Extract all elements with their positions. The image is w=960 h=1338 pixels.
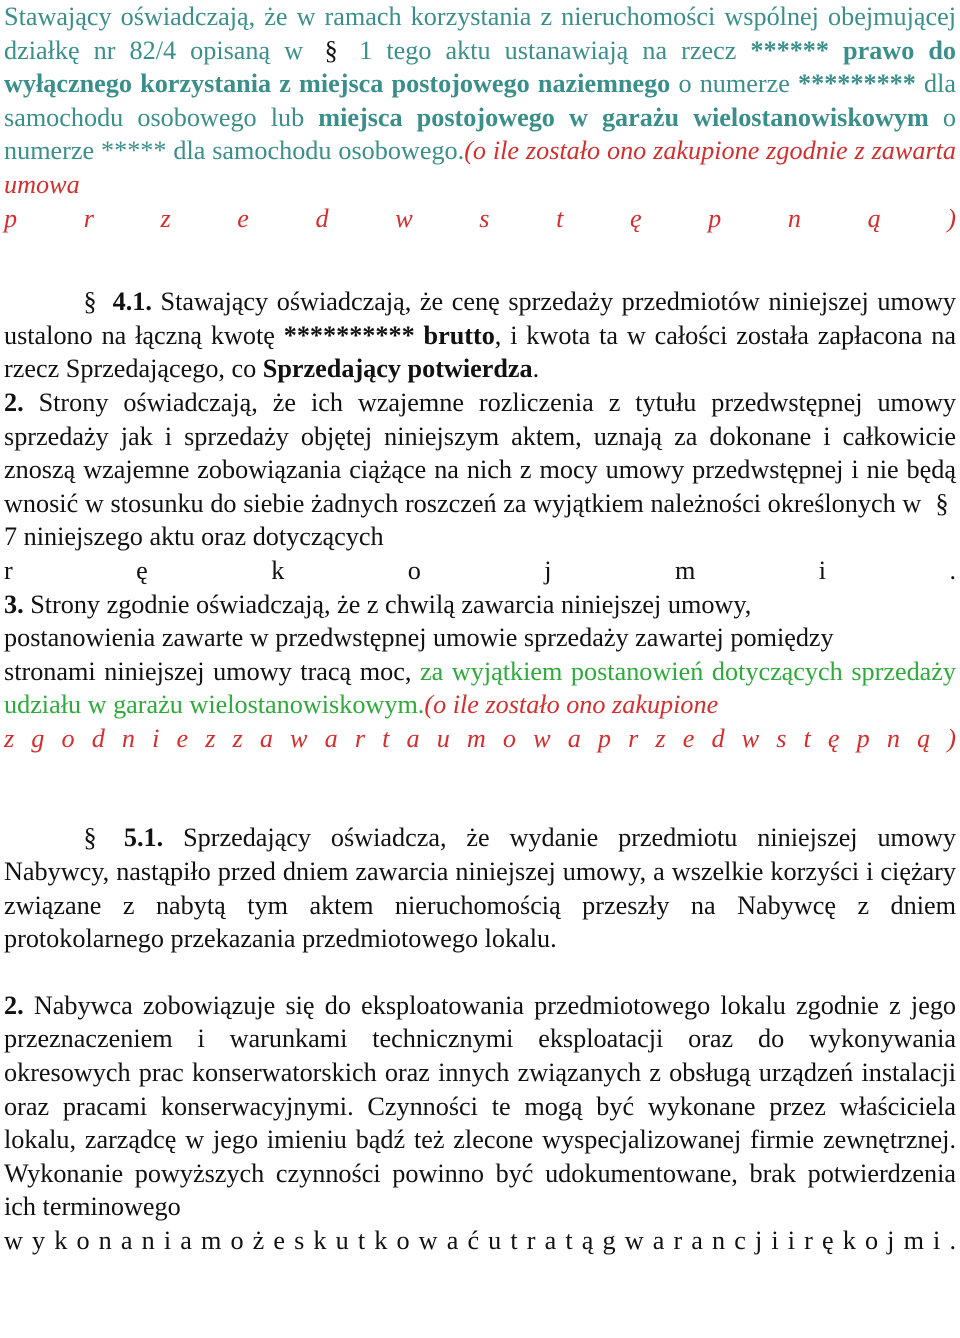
- section-sign: §: [83, 823, 97, 853]
- text: .: [532, 354, 540, 384]
- clause-number: 2.: [4, 387, 24, 417]
- clause-number: 4.1.: [112, 287, 152, 317]
- spaced-word: p r z e d w s t ę p n ą: [4, 203, 881, 233]
- text: Stawający oświadczają, że cenę sprzedaży przedmiotów niniejszej umowy ustalono na łączną kwotę: [4, 287, 956, 350]
- text: stronami niniejszej umowy tracą moc,: [4, 656, 412, 686]
- closing-paren: ): [947, 203, 957, 233]
- text-green: za wyjątkiem postanowień dotyczących sprzedaży udziału w garażu wielostanowiskowym.: [4, 656, 957, 720]
- text-bold: ****** prawo do wyłącznego korzystania z miejsca postojowego naziemnego: [4, 35, 957, 99]
- spaced-word: r ę k o j m i .: [4, 555, 956, 585]
- text: 1 tego aktu ustanawiają na rzecz: [359, 35, 737, 65]
- text: o numerze ***** dla samochodu osobowego.: [4, 102, 956, 166]
- paragraph-provisions-line3: [4, 655, 956, 722]
- section-sign: §: [935, 488, 949, 518]
- paragraph-handover: [4, 821, 956, 955]
- paragraph-parking-rights: [4, 0, 956, 202]
- text: Strony oświadczają, że ich wzajemne rozliczenia z tytułu przedwstępnej umowy sprzedaży jak i sprzedaży objętej niniejszym aktem, uznają za dokonane i całkowicie znoszą wzajemne zobowiązania ciążące na nich z mocy umowy przedwstępnej i nie będą wnosić w stosunku do siebie żadnych roszczeń za wyjątkiem należności określonych w: [4, 387, 957, 518]
- editorial-note: (o ile zostało ono zakupione: [424, 690, 719, 720]
- text: o numerze: [678, 69, 790, 99]
- spaced-line: [4, 554, 956, 588]
- spaced-word: w y k o n a n i a m o ż e s k u t k o w a ć u t r a t ą g w a r a n c j i i r ę k o j m i .: [4, 1226, 956, 1255]
- clause-number: 3.: [4, 589, 24, 619]
- text-bold: *********: [798, 69, 916, 99]
- text: Nabywca zobowiązuje się do eksploatowania przedmiotowego lokalu zgodnie z jego przeznaczeniem i warunkami technicznymi eksploatacji oraz do wykonywania okresowych prac konserwatorskich oraz innych związanych z obsługą urządzeń instalacji oraz pracami konserwacyjnymi. Czynności te mogą być wykonane przez właściciela lokalu, zarządcę w jego imieniu bądź też zlecone wyspecjalizowanej firmie zewnętrznej. Wykonanie powyższych czynności powinno być udokumentowane, brak potwierdzenia ich terminowego: [4, 990, 957, 1222]
- editorial-note-line: [4, 202, 956, 236]
- paragraph-price: [4, 285, 956, 386]
- text-bold: miejsca postojowego w garażu wielostanowiskowym: [318, 102, 929, 132]
- spaced-line: [4, 1224, 956, 1258]
- spaced-word: z g o d n i e z z a w a r t a u m o w a p r z e d w s t ę p n ą ): [4, 723, 956, 753]
- clause-number: 2.: [4, 990, 24, 1020]
- text: dla samochodu osobowego lub: [4, 69, 957, 132]
- section-sign: §: [83, 287, 97, 317]
- text-bold: Sprzedający potwierdza: [262, 354, 533, 384]
- paragraph-provisions: [4, 588, 956, 622]
- text-bold: ********** brutto: [283, 320, 495, 350]
- paragraph-maintenance: [4, 989, 956, 1224]
- editorial-note-line: [4, 722, 956, 756]
- section-sign: §: [324, 35, 338, 65]
- spacer: [4, 755, 956, 821]
- text: Sprzedający oświadcza, że wydanie przedmiotu niniejszej umowy Nabywcy, nastąpiło przed dniem zawarcia niniejszej umowy, a wszelkie korzyści i ciężary związane z nabytą tym aktem nieruchomością przeszły na Nabywcę z dniem protokolarnego przekazania przedmiotowego lokalu.: [4, 823, 957, 954]
- text: postanowienia zawarte w przedwstępnej umowie sprzedaży zawartej pomiędzy: [4, 623, 834, 653]
- text: , i kwota ta w całości została zapłacona na rzecz Sprzedającego, co: [4, 320, 957, 384]
- text: 7 niniejszego aktu oraz dotyczących: [4, 522, 384, 552]
- text: Strony zgodnie oświadczają, że z chwilą zawarcia niniejszej umowy,: [30, 589, 752, 619]
- paragraph-settlements: [4, 386, 956, 554]
- editorial-note: (o ile zostało ono zakupione zgodnie z zawarta umowa: [4, 136, 956, 199]
- spacer: [4, 235, 956, 285]
- paragraph-provisions-line2: [4, 621, 956, 655]
- clause-number: 5.1.: [123, 823, 164, 853]
- text: Stawający oświadczają, że w ramach korzystania z nieruchomości wspólnej obejmującej działkę nr 82/4 opisaną w: [4, 2, 956, 65]
